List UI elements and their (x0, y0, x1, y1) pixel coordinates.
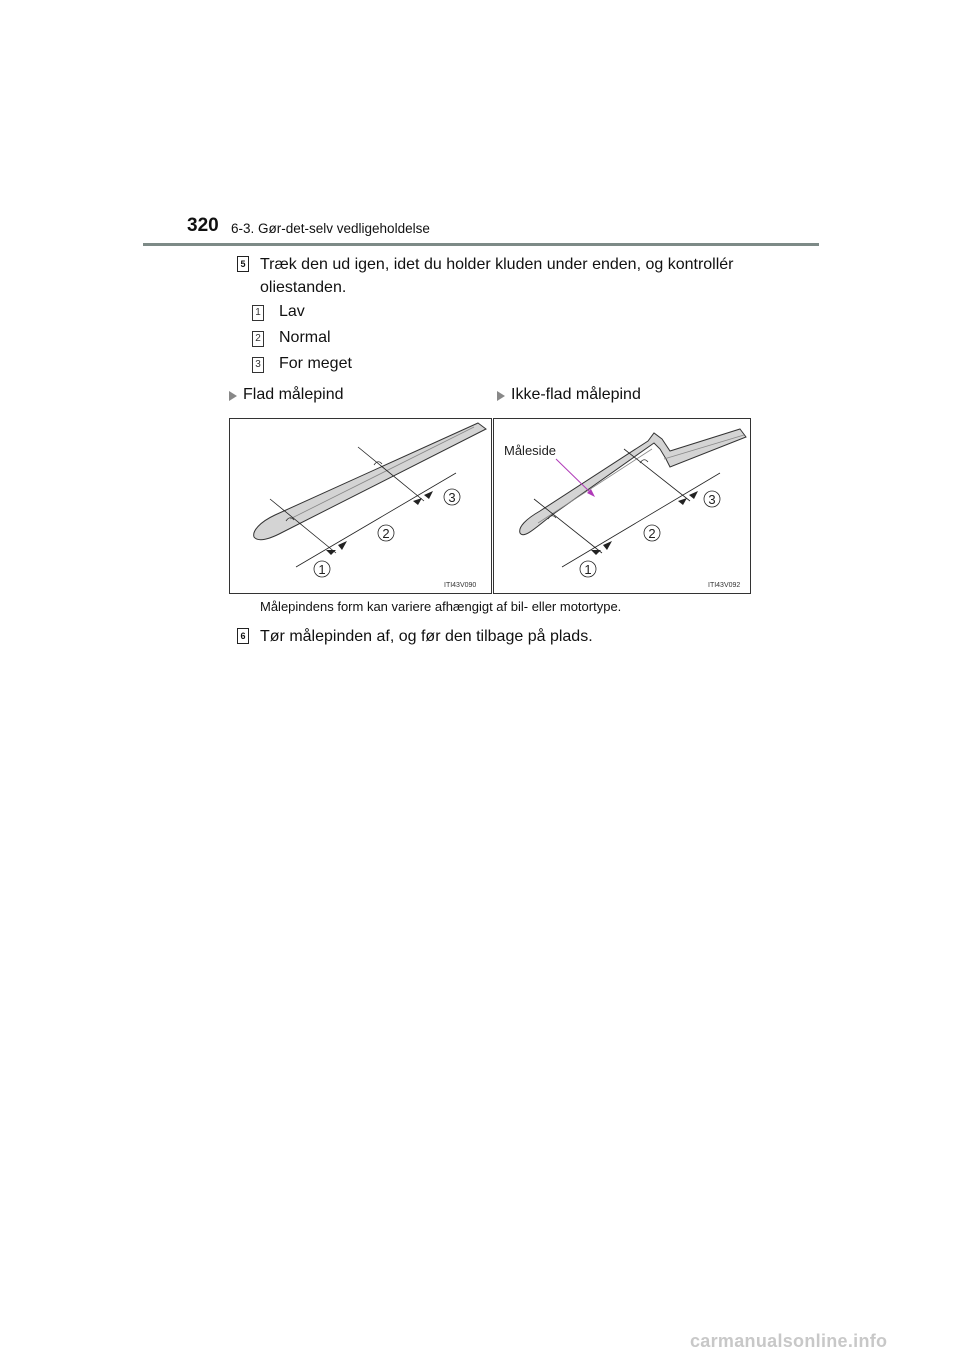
arrow-head-low-2 (338, 541, 347, 550)
figure-caption: Målepindens form kan variere afhængigt af bil- eller motortype. (260, 599, 622, 614)
arrow-head-high-1 (678, 498, 687, 505)
triangle-bullet-icon (229, 391, 237, 401)
callout-number-1: 1 (584, 562, 592, 577)
step-number-6: 6 (237, 628, 249, 644)
dipstick-shape (254, 423, 486, 540)
arrow-head-low-2 (603, 541, 612, 550)
non-flat-dipstick-illustration (494, 419, 750, 593)
step6-text: Tør målepinden af, og før den tilbage på plads. (260, 628, 593, 645)
callout-number-1: 1 (318, 562, 326, 577)
callout-number-2: 2 (382, 526, 390, 541)
dipstick-edge (290, 427, 474, 519)
header-divider (143, 243, 819, 246)
arrow-head-high-1 (413, 498, 422, 505)
mark-line-low (534, 499, 602, 553)
figure-title-flat: Flad målepind (243, 386, 344, 403)
item-number-1: 1 (252, 305, 264, 321)
section-title: 6-3. Gør-det-selv vedligeholdelse (231, 221, 430, 236)
callout-number-3: 3 (708, 492, 716, 507)
item-label-low: Lav (279, 303, 305, 320)
item-number-3: 3 (252, 357, 264, 373)
watermark-text: carmanualsonline.info (690, 1331, 888, 1351)
dimension-line (296, 473, 456, 567)
figure-code-right: ITI43V092 (708, 582, 741, 589)
arrow-head-high-2 (689, 491, 698, 499)
arrow-head-low-1 (326, 550, 336, 555)
callout-number-2: 2 (648, 526, 656, 541)
item-label-too-much: For meget (279, 355, 352, 372)
flat-dipstick-illustration (230, 419, 491, 593)
step-number-5: 5 (237, 256, 249, 272)
arrow-head-high-2 (424, 491, 433, 499)
step5-text-line1: Træk den ud igen, idet du holder kluden under enden, og kontrollér (260, 256, 734, 273)
figure-code-left: ITI43V090 (444, 582, 477, 589)
figure-title-non-flat: Ikke-flad målepind (511, 386, 641, 403)
step5-text-line2: oliestanden. (260, 279, 347, 296)
item-label-normal: Normal (279, 329, 331, 346)
figure-non-flat-dipstick (493, 418, 751, 594)
triangle-bullet-icon (497, 391, 505, 401)
arrow-head-low-1 (591, 550, 601, 555)
figure-flat-dipstick (229, 418, 492, 594)
callout-number-3: 3 (448, 490, 456, 505)
page-number: 320 (187, 215, 219, 236)
item-number-2: 2 (252, 331, 264, 347)
measuring-side-label: Måleside (504, 443, 557, 458)
